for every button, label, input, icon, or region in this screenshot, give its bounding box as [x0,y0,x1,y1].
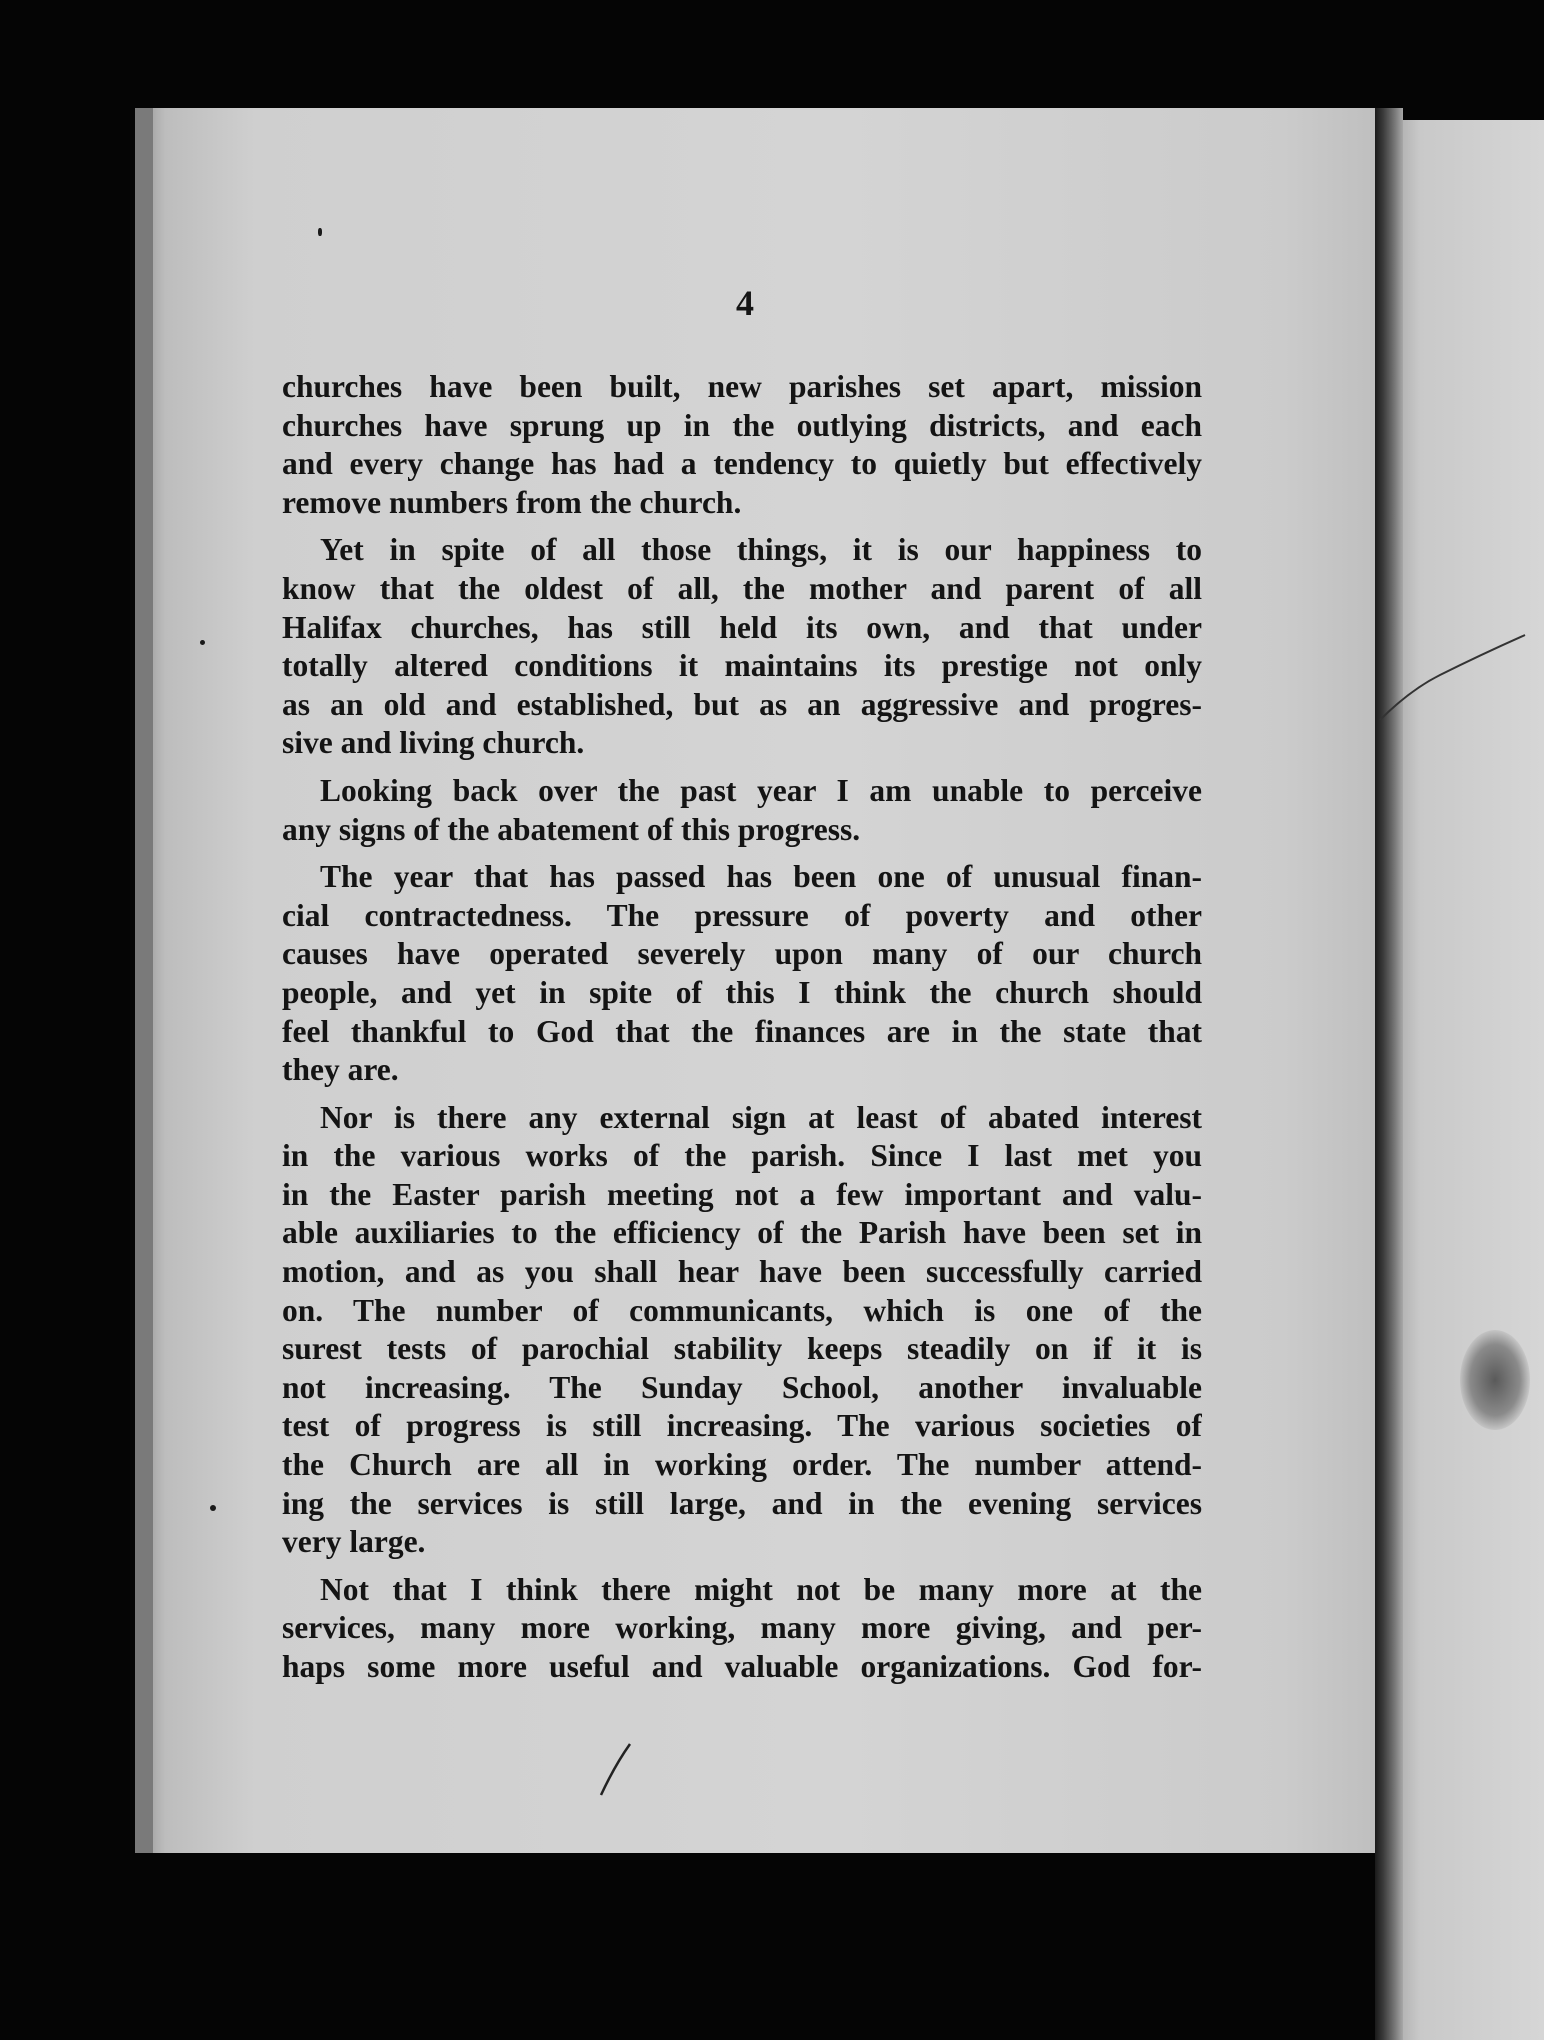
paragraph-1 [282,368,1202,522]
text-line: they are. [282,1052,399,1088]
text-line: test of progress is still increasing. The various societies of [282,1408,1202,1444]
text-line: in the various works of the parish. Since I last met you [282,1138,1202,1174]
page-crease-line [1370,620,1530,740]
text-line: people, and yet in spite of this I think the church should [282,974,1202,1010]
text-line: the Church are all in working order. The number attend- [282,1447,1202,1483]
text-line: services, many more working, many more giving, and per- [282,1610,1202,1646]
text-line: causes have operated severely upon many of our church [282,936,1202,972]
paragraph-4 [282,858,1202,1090]
body-text [282,368,1202,1696]
paragraph-6 [282,1571,1202,1687]
page-number: 4 [736,283,754,323]
text-line: in the Easter parish meeting not a few important and valu- [282,1176,1202,1212]
text-line: and every change has had a tendency to quietly but effectively [282,446,1202,482]
paragraph-5 [282,1099,1202,1562]
text-line: know that the oldest of all, the mother and parent of all [282,570,1202,606]
text-line: any signs of the abatement of this progress. [282,811,861,847]
speck [200,640,205,645]
speck [318,228,322,236]
text-line: on. The number of communicants, which is one of the [282,1292,1202,1328]
text-line: churches have sprung up in the outlying districts, and each [282,407,1202,443]
text-line: very large. [282,1524,426,1560]
smudge-mark [1460,1330,1530,1430]
text-line: motion, and as you shall hear have been successfully carried [282,1254,1202,1290]
text-line: ing the services is still large, and in the evening services [282,1485,1202,1521]
text-line: cial contractedness. The pressure of poverty and other [282,897,1202,933]
text-line: surest tests of parochial stability keeps steadily on if it is [282,1331,1202,1367]
text-line: able auxiliaries to the efficiency of the Parish have been set in [282,1215,1202,1251]
text-line: not increasing. The Sunday School, another invaluable [282,1369,1202,1405]
text-line: churches have been built, new parishes set apart, mission [282,369,1202,404]
text-line: The year that has passed has been one of unusual finan- [320,859,1202,895]
text-line: sive and living church. [282,725,585,761]
text-line: feel thankful to God that the finances are in the state that [282,1013,1202,1049]
book-gutter [1375,108,1403,2040]
text-line: Looking back over the past year I am unable to perceive [320,772,1202,808]
text-line: totally altered conditions it maintains its prestige not only [282,648,1202,684]
text-line: Nor is there any external sign at least of abated interest [320,1099,1202,1135]
text-line: Halifax churches, has still held its own, and that under [282,609,1202,645]
text-line: as an old and established, but as an aggressive and progres- [282,686,1202,722]
paragraph-3 [282,772,1202,849]
text-line: haps some more useful and valuable organizations. God for- [282,1649,1202,1684]
text-line: Not that I think there might not be many more at the [320,1571,1202,1607]
text-line: remove numbers from the church. [282,484,742,520]
right-page-edge [1380,120,1544,2040]
text-line: Yet in spite of all those things, it is our happiness to [320,532,1202,568]
pen-stroke [595,1740,635,1800]
paragraph-2 [282,531,1202,763]
speck [210,1505,216,1511]
